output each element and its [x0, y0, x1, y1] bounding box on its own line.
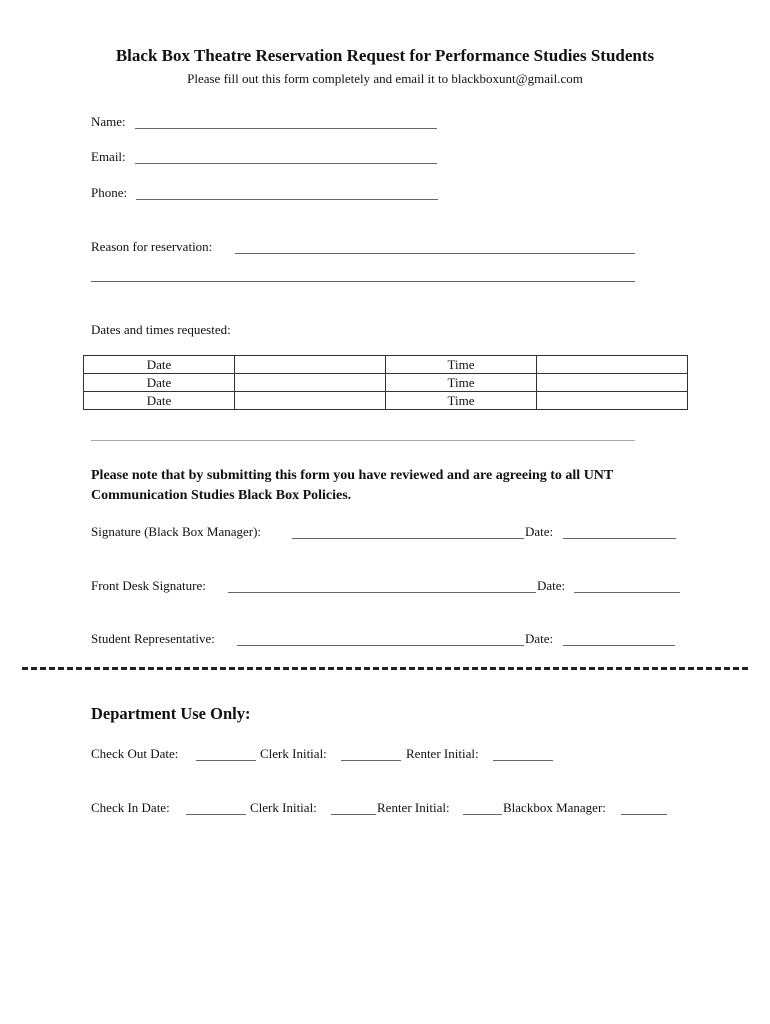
date-label-cell: Date	[84, 392, 235, 410]
dates-label: Dates and times requested:	[91, 322, 231, 337]
manager-date-label: Date:	[525, 524, 554, 539]
dates-table	[83, 355, 688, 410]
reason-label: Reason for reservation:	[91, 239, 213, 254]
check-out-date-field[interactable]	[196, 760, 256, 761]
check-in-date-field[interactable]	[186, 814, 246, 815]
cut-line	[22, 667, 748, 670]
clerk-initial-label: Clerk Initial:	[250, 800, 317, 815]
date-input-cell[interactable]	[235, 374, 386, 392]
time-input-cell[interactable]	[537, 356, 688, 374]
check-in-manager-field[interactable]	[621, 814, 667, 815]
table-row	[84, 356, 688, 374]
table-row	[84, 374, 688, 392]
student-rep-date-label: Date:	[525, 631, 554, 646]
student-rep-field[interactable]	[237, 645, 524, 646]
policy-note: Please note that by submitting this form you have reviewed and are agreeing to all UNT Communication Studies Black Box Policies.	[91, 468, 614, 503]
blackbox-manager-label: Blackbox Manager:	[503, 800, 606, 815]
front-desk-date-field[interactable]	[574, 592, 680, 593]
date-input-cell[interactable]	[235, 356, 386, 374]
front-desk-signature-label: Front Desk Signature:	[91, 578, 206, 593]
time-input-cell[interactable]	[537, 374, 688, 392]
student-rep-date-field[interactable]	[563, 645, 675, 646]
table-row	[84, 392, 688, 410]
manager-signature-field[interactable]	[292, 538, 524, 539]
email-field[interactable]	[135, 163, 437, 164]
date-label-cell: Date	[84, 374, 235, 392]
front-desk-signature-field[interactable]	[228, 592, 536, 593]
time-label-cell: Time	[386, 374, 537, 392]
manager-date-field[interactable]	[563, 538, 676, 539]
reason-field-line-1[interactable]	[235, 253, 635, 254]
check-out-label: Check Out Date:	[91, 746, 179, 761]
check-in-renter-field[interactable]	[463, 814, 502, 815]
renter-initial-label: Renter Initial:	[377, 800, 450, 815]
email-label: Email:	[91, 149, 126, 164]
name-field[interactable]	[135, 128, 437, 129]
time-label-cell: Time	[386, 392, 537, 410]
check-out-renter-field[interactable]	[493, 760, 553, 761]
time-input-cell[interactable]	[537, 392, 688, 410]
phone-field[interactable]	[136, 199, 438, 200]
front-desk-date-label: Date:	[537, 578, 566, 593]
department-heading: Department Use Only:	[91, 704, 251, 723]
form-subtitle: Please fill out this form completely and email it to blackboxunt@gmail.com	[187, 71, 583, 86]
manager-signature-label: Signature (Black Box Manager):	[91, 524, 262, 539]
check-in-clerk-field[interactable]	[331, 814, 376, 815]
date-label-cell: Date	[84, 356, 235, 374]
separator-line	[91, 440, 635, 441]
renter-initial-label: Renter Initial:	[406, 746, 479, 761]
clerk-initial-label: Clerk Initial:	[260, 746, 327, 761]
time-label-cell: Time	[386, 356, 537, 374]
date-input-cell[interactable]	[235, 392, 386, 410]
reason-field-line-2[interactable]	[91, 281, 635, 282]
name-label: Name:	[91, 114, 126, 129]
check-in-label: Check In Date:	[91, 800, 170, 815]
student-rep-label: Student Representative:	[91, 631, 215, 646]
check-out-clerk-field[interactable]	[341, 760, 401, 761]
phone-label: Phone:	[91, 185, 128, 200]
form-title: Black Box Theatre Reservation Request for Performance Studies Students	[115, 46, 655, 65]
